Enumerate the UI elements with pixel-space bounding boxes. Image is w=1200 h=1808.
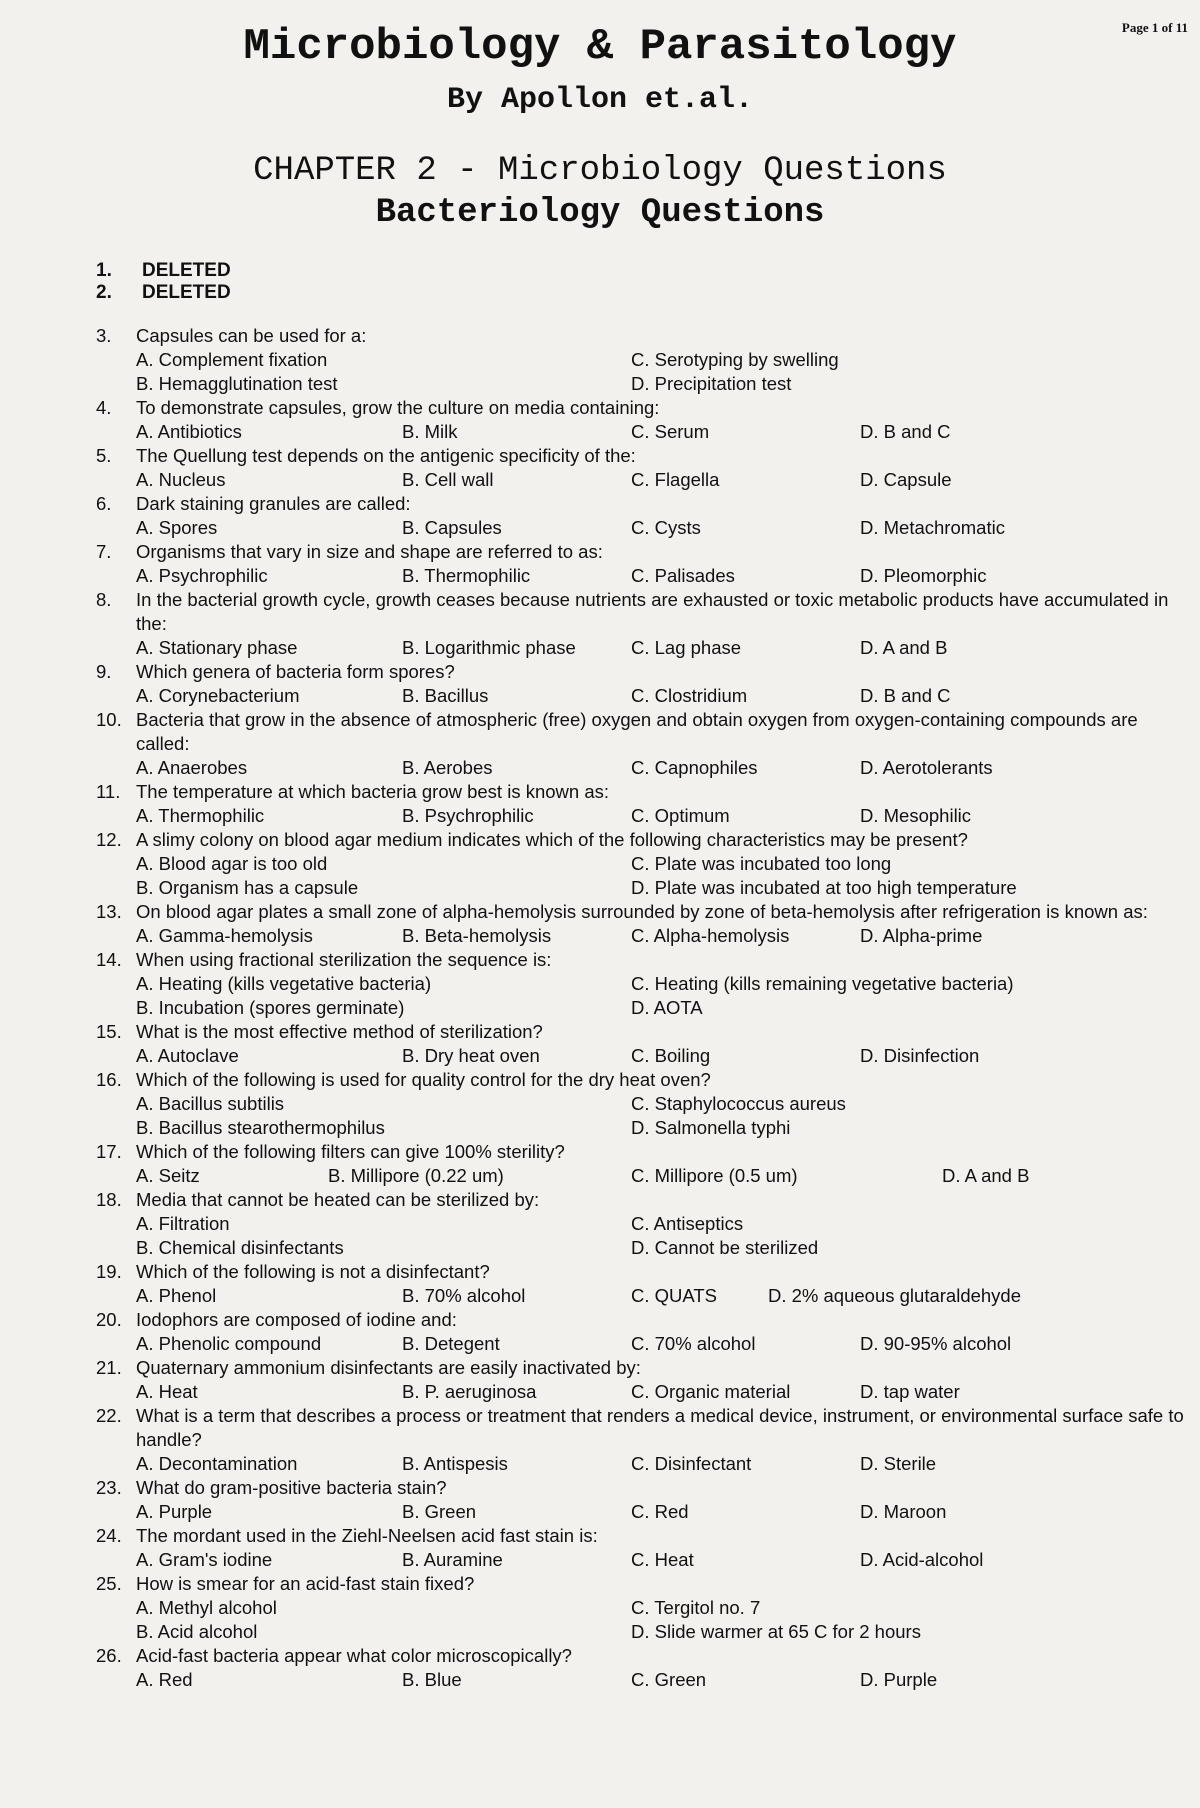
answer-option: B. Milk: [402, 421, 458, 442]
answer-option: B. Millipore (0.22 um): [328, 1165, 504, 1186]
answer-option: A. Phenolic compound: [136, 1333, 322, 1354]
question-stem: [96, 588, 1190, 636]
question-text: DELETED: [142, 282, 231, 303]
answer-option: C. Boiling: [631, 1045, 711, 1066]
answer-option: D. Acid-alcohol: [860, 1549, 984, 1570]
question-item: [96, 588, 1190, 660]
question-number: 26.: [96, 1645, 122, 1666]
answer-row: [96, 876, 1190, 900]
answer-option: A. Stationary phase: [136, 637, 298, 658]
answer-row: [96, 1500, 1190, 1524]
question-stem: [96, 1188, 1190, 1212]
question-text: Media that cannot be heated can be sterilized by:: [136, 1189, 540, 1210]
answer-option: D. 90-95% alcohol: [860, 1333, 1012, 1354]
question-stem: [96, 1020, 1190, 1044]
answer-option: C. Tergitol no. 7: [631, 1597, 761, 1618]
question-number: 10.: [96, 709, 122, 730]
answer-option: C. Plate was incubated too long: [631, 853, 892, 874]
answer-option: B. P. aeruginosa: [402, 1381, 537, 1402]
deleted-items: [0, 260, 1200, 304]
answer-row: [96, 1164, 1190, 1188]
answer-option: C. Capnophiles: [631, 757, 758, 778]
answer-row: [96, 1620, 1190, 1644]
answer-option: A. Thermophilic: [136, 805, 265, 826]
question-text: Which of the following is used for quality control for the dry heat oven?: [136, 1069, 711, 1090]
question-text: Which of the following filters can give 100% sterility?: [136, 1141, 565, 1162]
answer-option: A. Purple: [136, 1501, 213, 1522]
answer-option: A. Phenol: [136, 1285, 217, 1306]
answer-row: [96, 1548, 1190, 1572]
question-number: 15.: [96, 1021, 122, 1042]
question-stem: [96, 540, 1190, 564]
answer-option: D. Pleomorphic: [860, 565, 987, 586]
answer-option: B. Incubation (spores germinate): [136, 997, 405, 1018]
answer-option: A. Seitz: [136, 1165, 200, 1186]
answer-option: A. Heat: [136, 1381, 198, 1402]
answer-option: A. Psychrophilic: [136, 565, 268, 586]
answer-option: D. Aerotolerants: [860, 757, 993, 778]
question-item: [96, 1356, 1190, 1404]
question-text: Dark staining granules are called:: [136, 493, 411, 514]
answer-row: [96, 420, 1190, 444]
question-text: Which genera of bacteria form spores?: [136, 661, 455, 682]
question-item: [96, 660, 1190, 708]
answer-option: B. Green: [402, 1501, 477, 1522]
question-stem: [96, 1260, 1190, 1284]
question-text: DELETED: [142, 260, 231, 281]
question-number: 1.: [96, 260, 112, 281]
answer-option: A. Methyl alcohol: [136, 1597, 277, 1618]
question-item: [96, 1020, 1190, 1068]
question-text: The temperature at which bacteria grow best is known as:: [136, 781, 610, 802]
answer-option: A. Spores: [136, 517, 218, 538]
question-item: [96, 1404, 1190, 1476]
question-text: A slimy colony on blood agar medium indicates which of the following characteristics may be present?: [136, 829, 968, 850]
answer-option: D. Disinfection: [860, 1045, 980, 1066]
question-stem: [96, 828, 1190, 852]
answer-row: [96, 1332, 1190, 1356]
answer-option: D. Capsule: [860, 469, 952, 490]
answer-option: B. Organism has a capsule: [136, 877, 359, 898]
question-stem: [96, 1572, 1190, 1596]
question-number: 7.: [96, 541, 112, 562]
question-text: Iodophors are composed of iodine and:: [136, 1309, 457, 1330]
answer-row: [96, 468, 1190, 492]
question-item: [96, 708, 1190, 780]
question-item: [96, 1572, 1190, 1644]
answer-option: B. Bacillus: [402, 685, 489, 706]
answer-option: D. Mesophilic: [860, 805, 972, 826]
question-number: 20.: [96, 1309, 122, 1330]
answer-option: B. Logarithmic phase: [402, 637, 576, 658]
question-item: [96, 396, 1190, 444]
answer-row: [96, 1236, 1190, 1260]
answer-option: D. Salmonella typhi: [631, 1117, 791, 1138]
answer-option: D. Maroon: [860, 1501, 947, 1522]
answer-row: [96, 372, 1190, 396]
answer-option: B. Beta-hemolysis: [402, 925, 552, 946]
answer-option: C. Heat: [631, 1549, 694, 1570]
question-text: On blood agar plates a small zone of alpha-hemolysis surrounded by zone of beta-hemolysis after refrigeration is known as:: [136, 901, 1148, 922]
answer-row: [96, 756, 1190, 780]
answer-option: A. Blood agar is too old: [136, 853, 328, 874]
question-stem: [96, 1644, 1190, 1668]
answer-option: C. Lag phase: [631, 637, 742, 658]
answer-row: [96, 1380, 1190, 1404]
question-text: The Quellung test depends on the antigenic specificity of the:: [136, 445, 636, 466]
answer-option: D. Slide warmer at 65 C for 2 hours: [631, 1621, 921, 1642]
answer-option: A. Complement fixation: [136, 349, 328, 370]
question-stem: [96, 1308, 1190, 1332]
answer-row: [96, 1116, 1190, 1140]
deleted-item: [96, 260, 1200, 282]
answer-option: C. Alpha-hemolysis: [631, 925, 790, 946]
author-byline: By Apollon et.al.: [446, 83, 754, 117]
answer-row: [96, 636, 1190, 660]
answer-option: D. B and C: [860, 685, 951, 706]
question-stem: [96, 780, 1190, 804]
question-item: [96, 1188, 1190, 1260]
question-text: Bacteria that grow in the absence of atmospheric (free) oxygen and obtain oxygen from oxygen-containing compounds are called:: [136, 709, 1138, 754]
question-item: [96, 1476, 1190, 1524]
answer-option: B. Psychrophilic: [402, 805, 534, 826]
question-number: 9.: [96, 661, 112, 682]
answer-row: [96, 1212, 1190, 1236]
question-item: [96, 1140, 1190, 1188]
answer-option: A. Gram's iodine: [136, 1549, 273, 1570]
document-title: Microbiology & Parasitology: [243, 22, 957, 72]
answer-option: B. Detegent: [402, 1333, 500, 1354]
answer-option: C. Optimum: [631, 805, 730, 826]
answer-option: A. Heating (kills vegetative bacteria): [136, 973, 432, 994]
answer-option: C. Red: [631, 1501, 689, 1522]
answer-option: C. Antiseptics: [631, 1213, 744, 1234]
answer-option: A. Decontamination: [136, 1453, 298, 1474]
answer-option: D. Precipitation test: [631, 373, 792, 394]
question-number: 6.: [96, 493, 112, 514]
answer-row: [96, 1452, 1190, 1476]
question-number: 24.: [96, 1525, 122, 1546]
answer-row: [96, 564, 1190, 588]
answer-option: B. Antispesis: [402, 1453, 508, 1474]
question-number: 3.: [96, 325, 112, 346]
answer-row: [96, 972, 1190, 996]
answer-option: C. Palisades: [631, 565, 735, 586]
answer-option: A. Red: [136, 1669, 193, 1690]
question-item: [96, 444, 1190, 492]
answer-option: B. Thermophilic: [402, 565, 531, 586]
answer-option: C. QUATS: [631, 1285, 717, 1306]
answer-option: C. Serum: [631, 421, 710, 442]
question-text: In the bacterial growth cycle, growth ceases because nutrients are exhausted or toxic metabolic products have accumulated in the:: [136, 589, 1169, 634]
question-stem: [96, 1476, 1190, 1500]
answer-row: [96, 516, 1190, 540]
question-list: [0, 324, 1200, 1692]
answer-option: A. Autoclave: [136, 1045, 239, 1066]
question-stem: [96, 948, 1190, 972]
question-number: 17.: [96, 1141, 122, 1162]
answer-option: A. Antibiotics: [136, 421, 242, 442]
answer-option: D. Metachromatic: [860, 517, 1005, 538]
question-number: 21.: [96, 1357, 122, 1378]
question-number: 16.: [96, 1069, 122, 1090]
question-number: 4.: [96, 397, 112, 418]
question-item: [96, 900, 1190, 948]
question-item: [96, 540, 1190, 588]
answer-option: C. Staphylococcus aureus: [631, 1093, 846, 1114]
answer-option: D. tap water: [860, 1381, 960, 1402]
question-number: 5.: [96, 445, 112, 466]
question-text: Capsules can be used for a:: [136, 325, 367, 346]
answer-option: A. Nucleus: [136, 469, 226, 490]
answer-row: [96, 996, 1190, 1020]
chapter-heading: CHAPTER 2 - Microbiology Questions: [253, 152, 947, 190]
page-number: Page 1 of 11: [1121, 20, 1188, 35]
answer-option: B. Bacillus stearothermophilus: [136, 1117, 385, 1138]
answer-option: C. Heating (kills remaining vegetative bacteria): [631, 973, 1014, 994]
answer-option: D. Purple: [860, 1669, 938, 1690]
answer-option: C. Millipore (0.5 um): [631, 1165, 798, 1186]
answer-option: C. 70% alcohol: [631, 1333, 756, 1354]
answer-option: A. Filtration: [136, 1213, 230, 1234]
question-item: [96, 1068, 1190, 1140]
question-item: [96, 828, 1190, 900]
answer-option: A. Anaerobes: [136, 757, 248, 778]
question-number: 18.: [96, 1189, 122, 1210]
question-text: To demonstrate capsules, grow the culture on media containing:: [136, 397, 660, 418]
answer-row: [96, 1596, 1190, 1620]
answer-option: B. Cell wall: [402, 469, 494, 490]
question-stem: [96, 1356, 1190, 1380]
answer-option: C. Flagella: [631, 469, 720, 490]
question-stem: [96, 900, 1190, 924]
question-stem: [96, 708, 1190, 756]
answer-option: D. Plate was incubated at too high temperature: [631, 877, 1017, 898]
question-stem: [96, 324, 1190, 348]
answer-row: [96, 1044, 1190, 1068]
question-number: 11.: [96, 781, 121, 802]
question-number: 12.: [96, 829, 122, 850]
answer-option: B. Blue: [402, 1669, 462, 1690]
question-number: 14.: [96, 949, 122, 970]
question-stem: [96, 444, 1190, 468]
answer-option: B. Chemical disinfectants: [136, 1237, 344, 1258]
answer-row: [96, 804, 1190, 828]
answer-option: C. Disinfectant: [631, 1453, 752, 1474]
question-number: 19.: [96, 1261, 122, 1282]
answer-option: D. A and B: [942, 1165, 1030, 1186]
answer-row: [96, 1668, 1190, 1692]
question-text: The mordant used in the Ziehl-Neelsen acid fast stain is:: [136, 1525, 598, 1546]
question-stem: [96, 492, 1190, 516]
answer-row: [96, 924, 1190, 948]
answer-option: D. Alpha-prime: [860, 925, 983, 946]
answer-row: [96, 852, 1190, 876]
answer-option: B. Capsules: [402, 517, 502, 538]
question-text: Organisms that vary in size and shape are referred to as:: [136, 541, 603, 562]
question-number: 25.: [96, 1573, 122, 1594]
answer-row: [96, 684, 1190, 708]
question-stem: [96, 1404, 1190, 1452]
question-item: [96, 1308, 1190, 1356]
question-item: [96, 492, 1190, 540]
answer-option: D. A and B: [860, 637, 948, 658]
answer-option: A. Corynebacterium: [136, 685, 300, 706]
answer-option: C. Cysts: [631, 517, 701, 538]
answer-option: B. 70% alcohol: [402, 1285, 526, 1306]
question-number: 13.: [96, 901, 122, 922]
answer-option: C. Clostridium: [631, 685, 748, 706]
answer-option: D. 2% aqueous glutaraldehyde: [768, 1285, 1022, 1306]
question-text: Quaternary ammonium disinfectants are easily inactivated by:: [136, 1357, 641, 1378]
answer-option: D. Sterile: [860, 1453, 937, 1474]
question-item: [96, 780, 1190, 828]
answer-option: C. Organic material: [631, 1381, 791, 1402]
question-stem: [96, 1068, 1190, 1092]
answer-option: D. Cannot be sterilized: [631, 1237, 819, 1258]
question-stem: [96, 1140, 1190, 1164]
question-text: Acid-fast bacteria appear what color microscopically?: [136, 1645, 572, 1666]
answer-option: A. Gamma-hemolysis: [136, 925, 313, 946]
question-text: Which of the following is not a disinfectant?: [136, 1261, 490, 1282]
answer-option: B. Auramine: [402, 1549, 503, 1570]
question-number: 23.: [96, 1477, 122, 1498]
answer-option: C. Serotyping by swelling: [631, 349, 839, 370]
answer-option: B. Aerobes: [402, 757, 493, 778]
answer-option: C. Green: [631, 1669, 707, 1690]
question-item: [96, 324, 1190, 396]
question-item: [96, 948, 1190, 1020]
question-item: [96, 1644, 1190, 1692]
answer-option: D. B and C: [860, 421, 951, 442]
question-number: 2.: [96, 282, 112, 303]
answer-option: A. Bacillus subtilis: [136, 1093, 285, 1114]
answer-option: B. Acid alcohol: [136, 1621, 258, 1642]
answer-row: [96, 1284, 1190, 1308]
question-stem: [96, 1524, 1190, 1548]
question-text: What do gram-positive bacteria stain?: [136, 1477, 447, 1498]
question-text: When using fractional sterilization the sequence is:: [136, 949, 552, 970]
question-item: [96, 1524, 1190, 1572]
document-header: [0, 20, 1200, 234]
question-number: 8.: [96, 589, 112, 610]
section-heading: Bacteriology Questions: [375, 194, 825, 232]
answer-row: [96, 348, 1190, 372]
question-text: What is the most effective method of sterilization?: [136, 1021, 543, 1042]
question-item: [96, 1260, 1190, 1308]
answer-option: D. AOTA: [631, 997, 703, 1018]
answer-option: B. Hemagglutination test: [136, 373, 338, 394]
question-stem: [96, 396, 1190, 420]
question-text: What is a term that describes a process or treatment that renders a medical device, instrument, or environmental surface safe to handle?: [136, 1405, 1184, 1450]
answer-row: [96, 1092, 1190, 1116]
answer-option: B. Dry heat oven: [402, 1045, 540, 1066]
question-text: How is smear for an acid-fast stain fixed?: [136, 1573, 475, 1594]
question-stem: [96, 660, 1190, 684]
deleted-item: [96, 282, 1200, 304]
question-number: 22.: [96, 1405, 122, 1426]
